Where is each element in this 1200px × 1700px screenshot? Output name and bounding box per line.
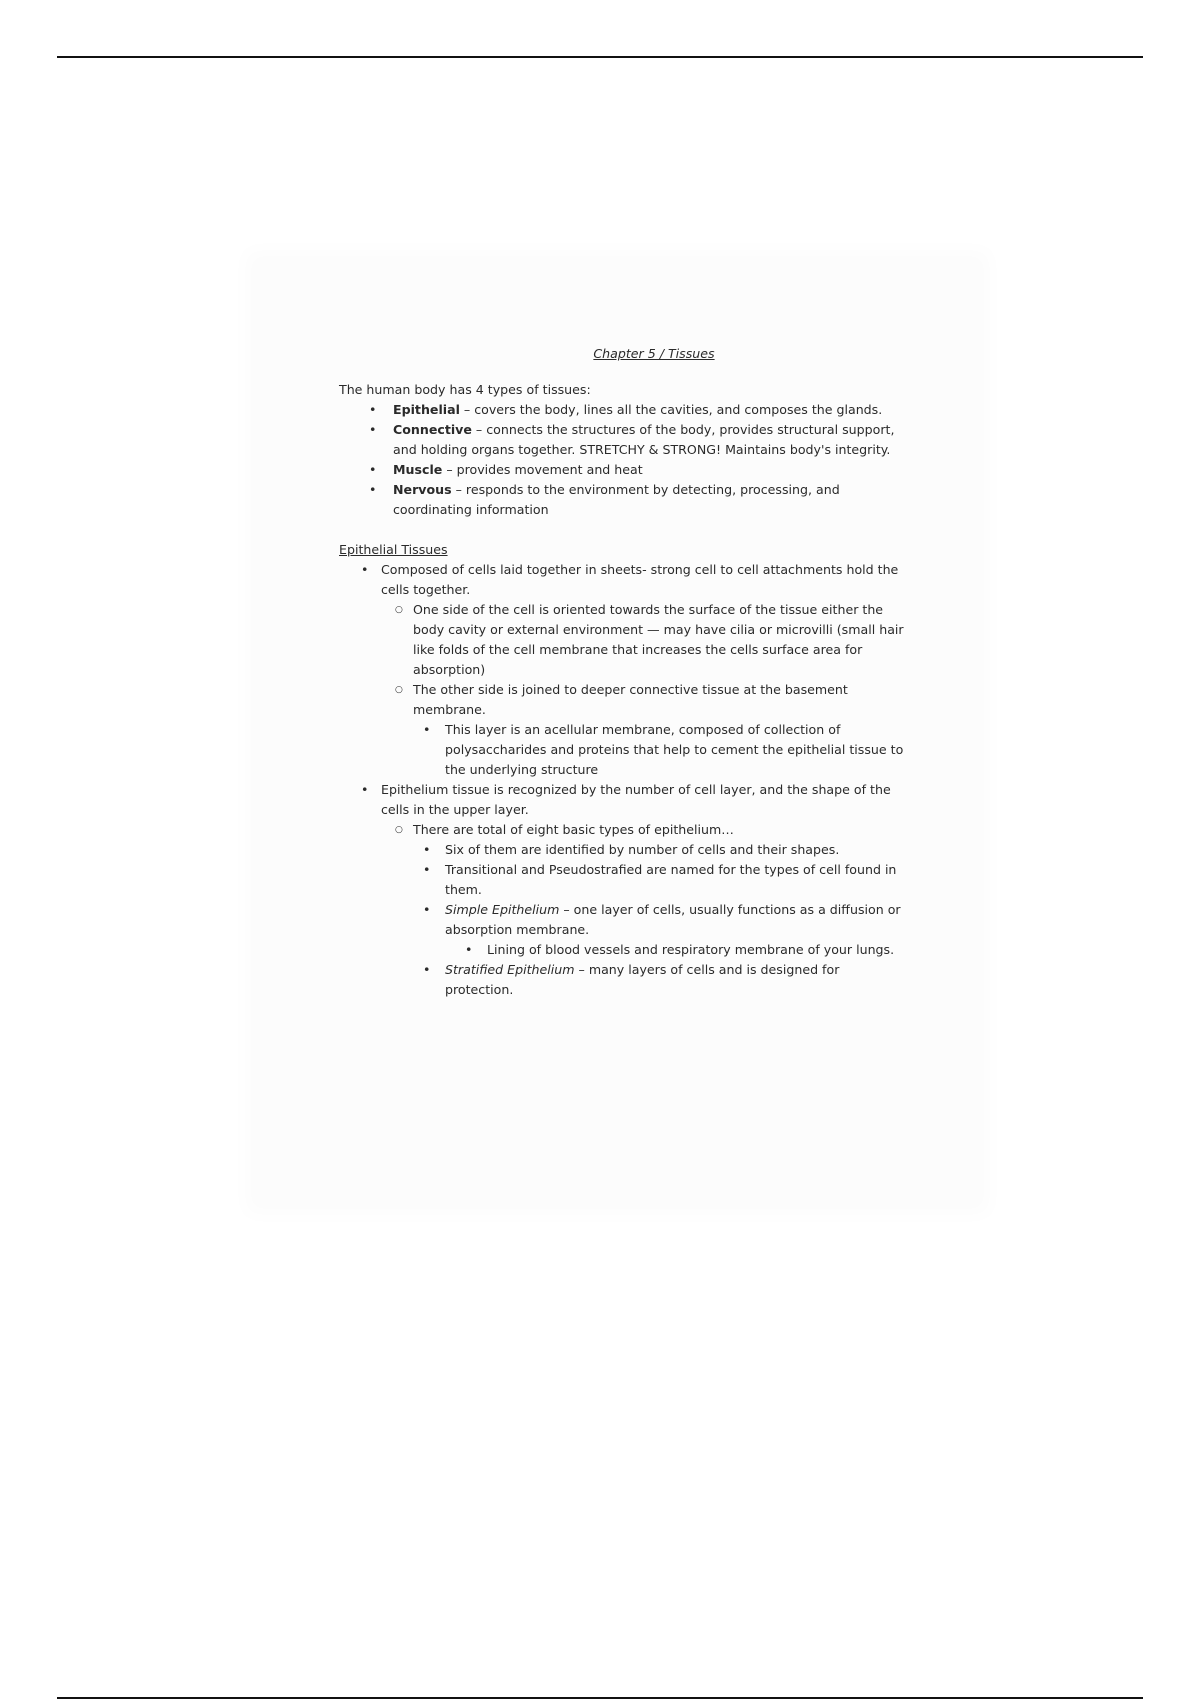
sub-list [381,720,909,780]
list-item [339,560,909,780]
tissue-term: Epithelial [393,402,460,417]
section-heading: Epithelial Tissues [339,542,448,557]
list-item [339,460,909,480]
list-item-text: Composed of cells laid together in sheets- strong cell to cell attachments hold the cells together. [381,562,899,597]
epithelial-list [339,560,909,1000]
list-item-text: Lining of blood vessels and respiratory membrane of your lungs. [487,942,895,957]
list-item [339,400,909,420]
list-item [381,720,909,780]
intro-text: The human body has 4 types of tissues: [339,382,591,397]
tissue-description: – provides movement and heat [442,462,643,477]
tissue-description: – connects the structures of the body, provides structural support, and holding organs together. STRETCHY & STRONG! Maintains body's integrity. [393,422,895,457]
tissue-description: – responds to the environment by detecting, processing, and coordinating information [393,482,840,517]
list-item-text: – many layers of cells and is designed for protection. [445,962,840,997]
tissue-term: Nervous [393,482,452,497]
list-item [381,900,909,960]
sub-list [381,600,909,780]
list-item [339,780,909,1000]
tissue-term: Connective [393,422,472,437]
tissue-types-list [339,400,909,520]
list-item-text: – one layer of cells, usually functions as a diffusion or absorption membrane. [445,902,901,937]
list-item [445,940,909,960]
list-item [381,840,909,860]
sub-list [445,940,909,960]
sub-list [381,840,909,1000]
list-item-text: This layer is an acellular membrane, composed of collection of polysaccharides and proteins that help to cement the epithelial tissue to the underlying structure [445,722,904,777]
list-item [393,680,909,780]
list-item [393,820,909,1000]
list-item-text: One side of the cell is oriented towards the surface of the tissue either the body cavity or external environment — may have cilia or microvilli (small hair like folds of the cell membrane that increases the cells surface area for absorption) [413,602,904,677]
list-item [339,480,909,520]
list-item-text: Epithelium tissue is recognized by the number of cell layer, and the shape of the cells in the upper layer. [381,782,891,817]
list-item-text: Six of them are identified by number of cells and their shapes. [445,842,840,857]
document-title: Chapter 5 / Tissues [593,346,715,361]
tissue-term: Muscle [393,462,443,477]
stratified-epithelium-term: Stratified Epithelium [445,962,575,977]
list-item [393,600,909,680]
list-item [339,420,909,460]
tissue-description: – covers the body, lines all the cavities, and composes the glands. [459,402,883,417]
list-item-text: There are total of eight basic types of epithelium… [413,822,734,837]
list-item [381,960,909,1000]
document-content [339,344,909,1000]
sub-list [381,820,909,1000]
document-page-image [255,260,980,1205]
list-item-text: Transitional and Pseudostrafied are named for the types of cell found in them. [445,862,897,897]
simple-epithelium-term: Simple Epithelium [445,902,560,917]
top-rule [57,56,1143,58]
list-item [381,860,909,900]
bottom-rule [57,1697,1143,1699]
list-item-text: The other side is joined to deeper connective tissue at the basement membrane. [413,682,848,717]
